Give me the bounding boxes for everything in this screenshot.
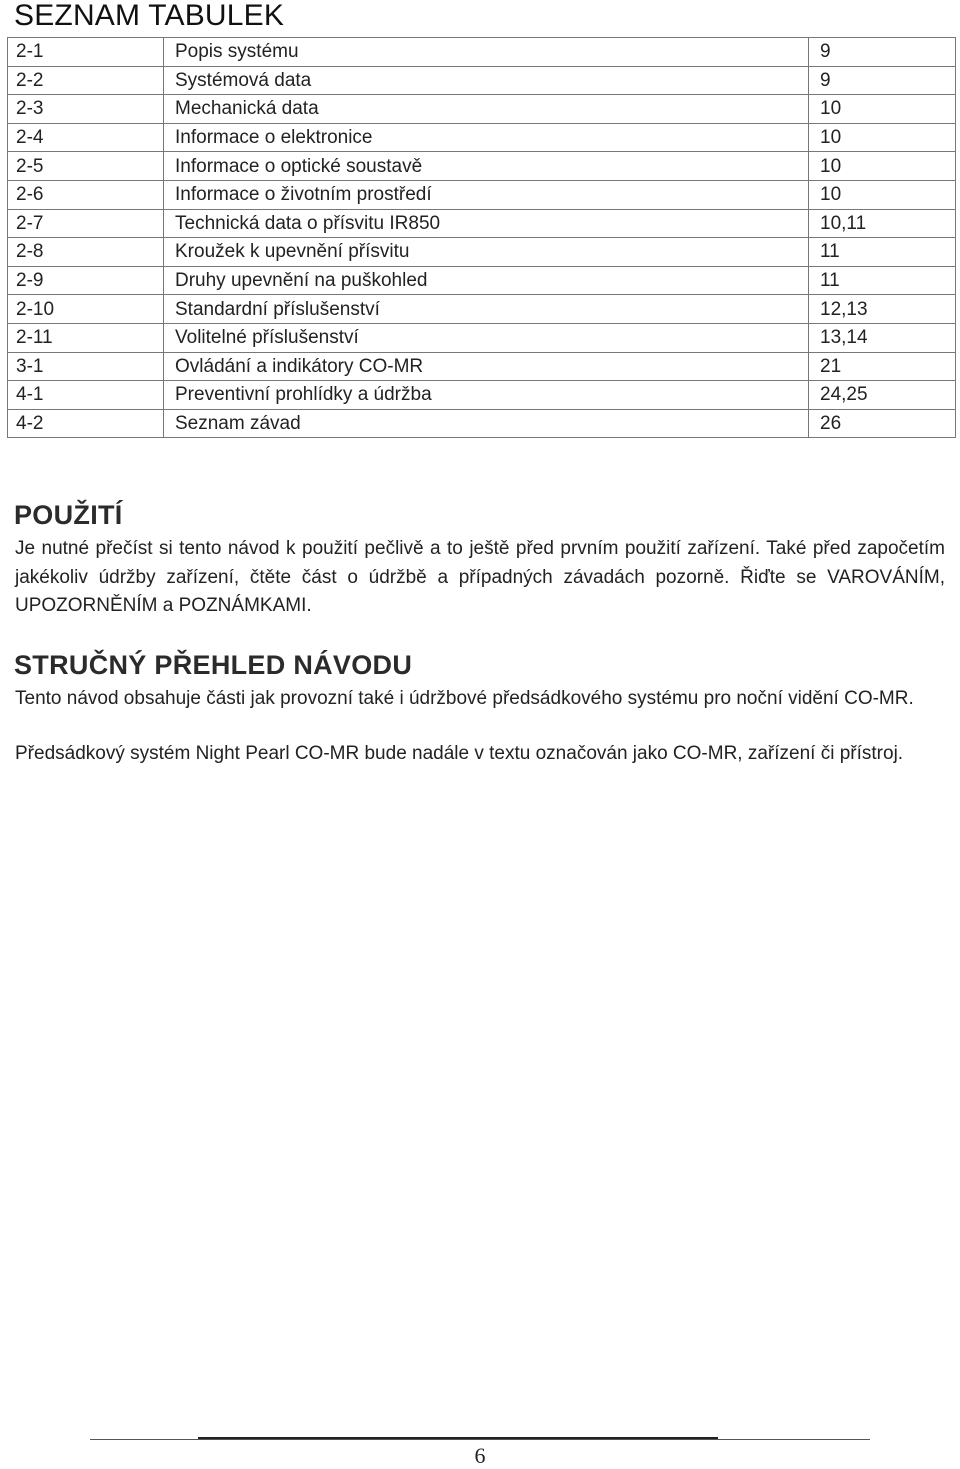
page-title: SEZNAM TABULEK [14,0,285,32]
table-number-cell: 4-2 [8,409,164,438]
table-name-cell: Standardní příslušenství [164,295,809,324]
table-page-cell: 10,11 [809,209,956,238]
overview-heading: STRUČNÝ PŘEHLED NÁVODU [14,650,413,680]
table-number-cell: 2-7 [8,209,164,238]
table-name-cell: Systémová data [164,66,809,95]
table-row [8,266,956,295]
table-number-cell: 2-11 [8,323,164,352]
table-number-cell: 2-5 [8,152,164,181]
table-name-cell: Druhy upevnění na puškohled [164,266,809,295]
table-name-cell: Kroužek k upevnění přísvitu [164,238,809,267]
table-page-cell: 10 [809,180,956,209]
table-name-cell: Informace o životním prostředí [164,180,809,209]
table-row [8,123,956,152]
usage-paragraph: Je nutné přečíst si tento návod k použití pečlivě a to ještě před prvním použití zařízení. Také před započetím jakékoliv údržby zařízení, čtěte část o údržbě a případných závadách pozorně. Řiďte se VAROVÁNÍM, UPOZORNĚNÍM a POZNÁMKAMI. [15,538,945,616]
overview-paragraph-2: Předsádkový systém Night Pearl CO-MR bude nadále v textu označován jako CO-MR, zařízení či přístroj. [15,743,904,764]
table-name-cell: Technická data o přísvitu IR850 [164,209,809,238]
table-row [8,323,956,352]
table-row [8,409,956,438]
usage-heading: POUŽITÍ [14,500,123,530]
table-name-cell: Informace o elektronice [164,123,809,152]
table-page-cell: 11 [809,238,956,267]
table-number-cell: 4-1 [8,381,164,410]
table-row [8,381,956,410]
table-row [8,38,956,67]
table-number-cell: 3-1 [8,352,164,381]
table-name-cell: Volitelné příslušenství [164,323,809,352]
table-number-cell: 2-3 [8,95,164,124]
footer-divider-accent [198,1437,718,1439]
table-number-cell: 2-9 [8,266,164,295]
footer-divider [90,1439,870,1440]
table-page-cell: 13,14 [809,323,956,352]
table-name-cell: Popis systému [164,38,809,67]
table-page-cell: 12,13 [809,295,956,324]
table-name-cell: Seznam závad [164,409,809,438]
table-row [8,152,956,181]
table-row [8,295,956,324]
tables-list-body [8,38,956,438]
table-page-cell: 9 [809,38,956,67]
table-name-cell: Preventivní prohlídky a údržba [164,381,809,410]
table-name-cell: Informace o optické soustavě [164,152,809,181]
table-number-cell: 2-8 [8,238,164,267]
table-number-cell: 2-10 [8,295,164,324]
table-name-cell: Mechanická data [164,95,809,124]
table-page-cell: 10 [809,95,956,124]
table-page-cell: 10 [809,152,956,181]
table-page-cell: 11 [809,266,956,295]
table-row [8,209,956,238]
tables-list [7,37,956,438]
table-page-cell: 26 [809,409,956,438]
table-page-cell: 21 [809,352,956,381]
table-page-cell: 24,25 [809,381,956,410]
table-row [8,66,956,95]
table-number-cell: 2-6 [8,180,164,209]
table-page-cell: 10 [809,123,956,152]
table-row [8,238,956,267]
table-name-cell: Ovládání a indikátory CO-MR [164,352,809,381]
table-row [8,352,956,381]
table-number-cell: 2-2 [8,66,164,95]
table-number-cell: 2-4 [8,123,164,152]
page-number: 6 [474,1443,486,1468]
table-page-cell: 9 [809,66,956,95]
table-row [8,180,956,209]
table-number-cell: 2-1 [8,38,164,67]
overview-paragraph-1: Tento návod obsahuje části jak provozní také i údržbové předsádkového systému pro noční vidění CO-MR. [15,688,914,709]
table-row [8,95,956,124]
